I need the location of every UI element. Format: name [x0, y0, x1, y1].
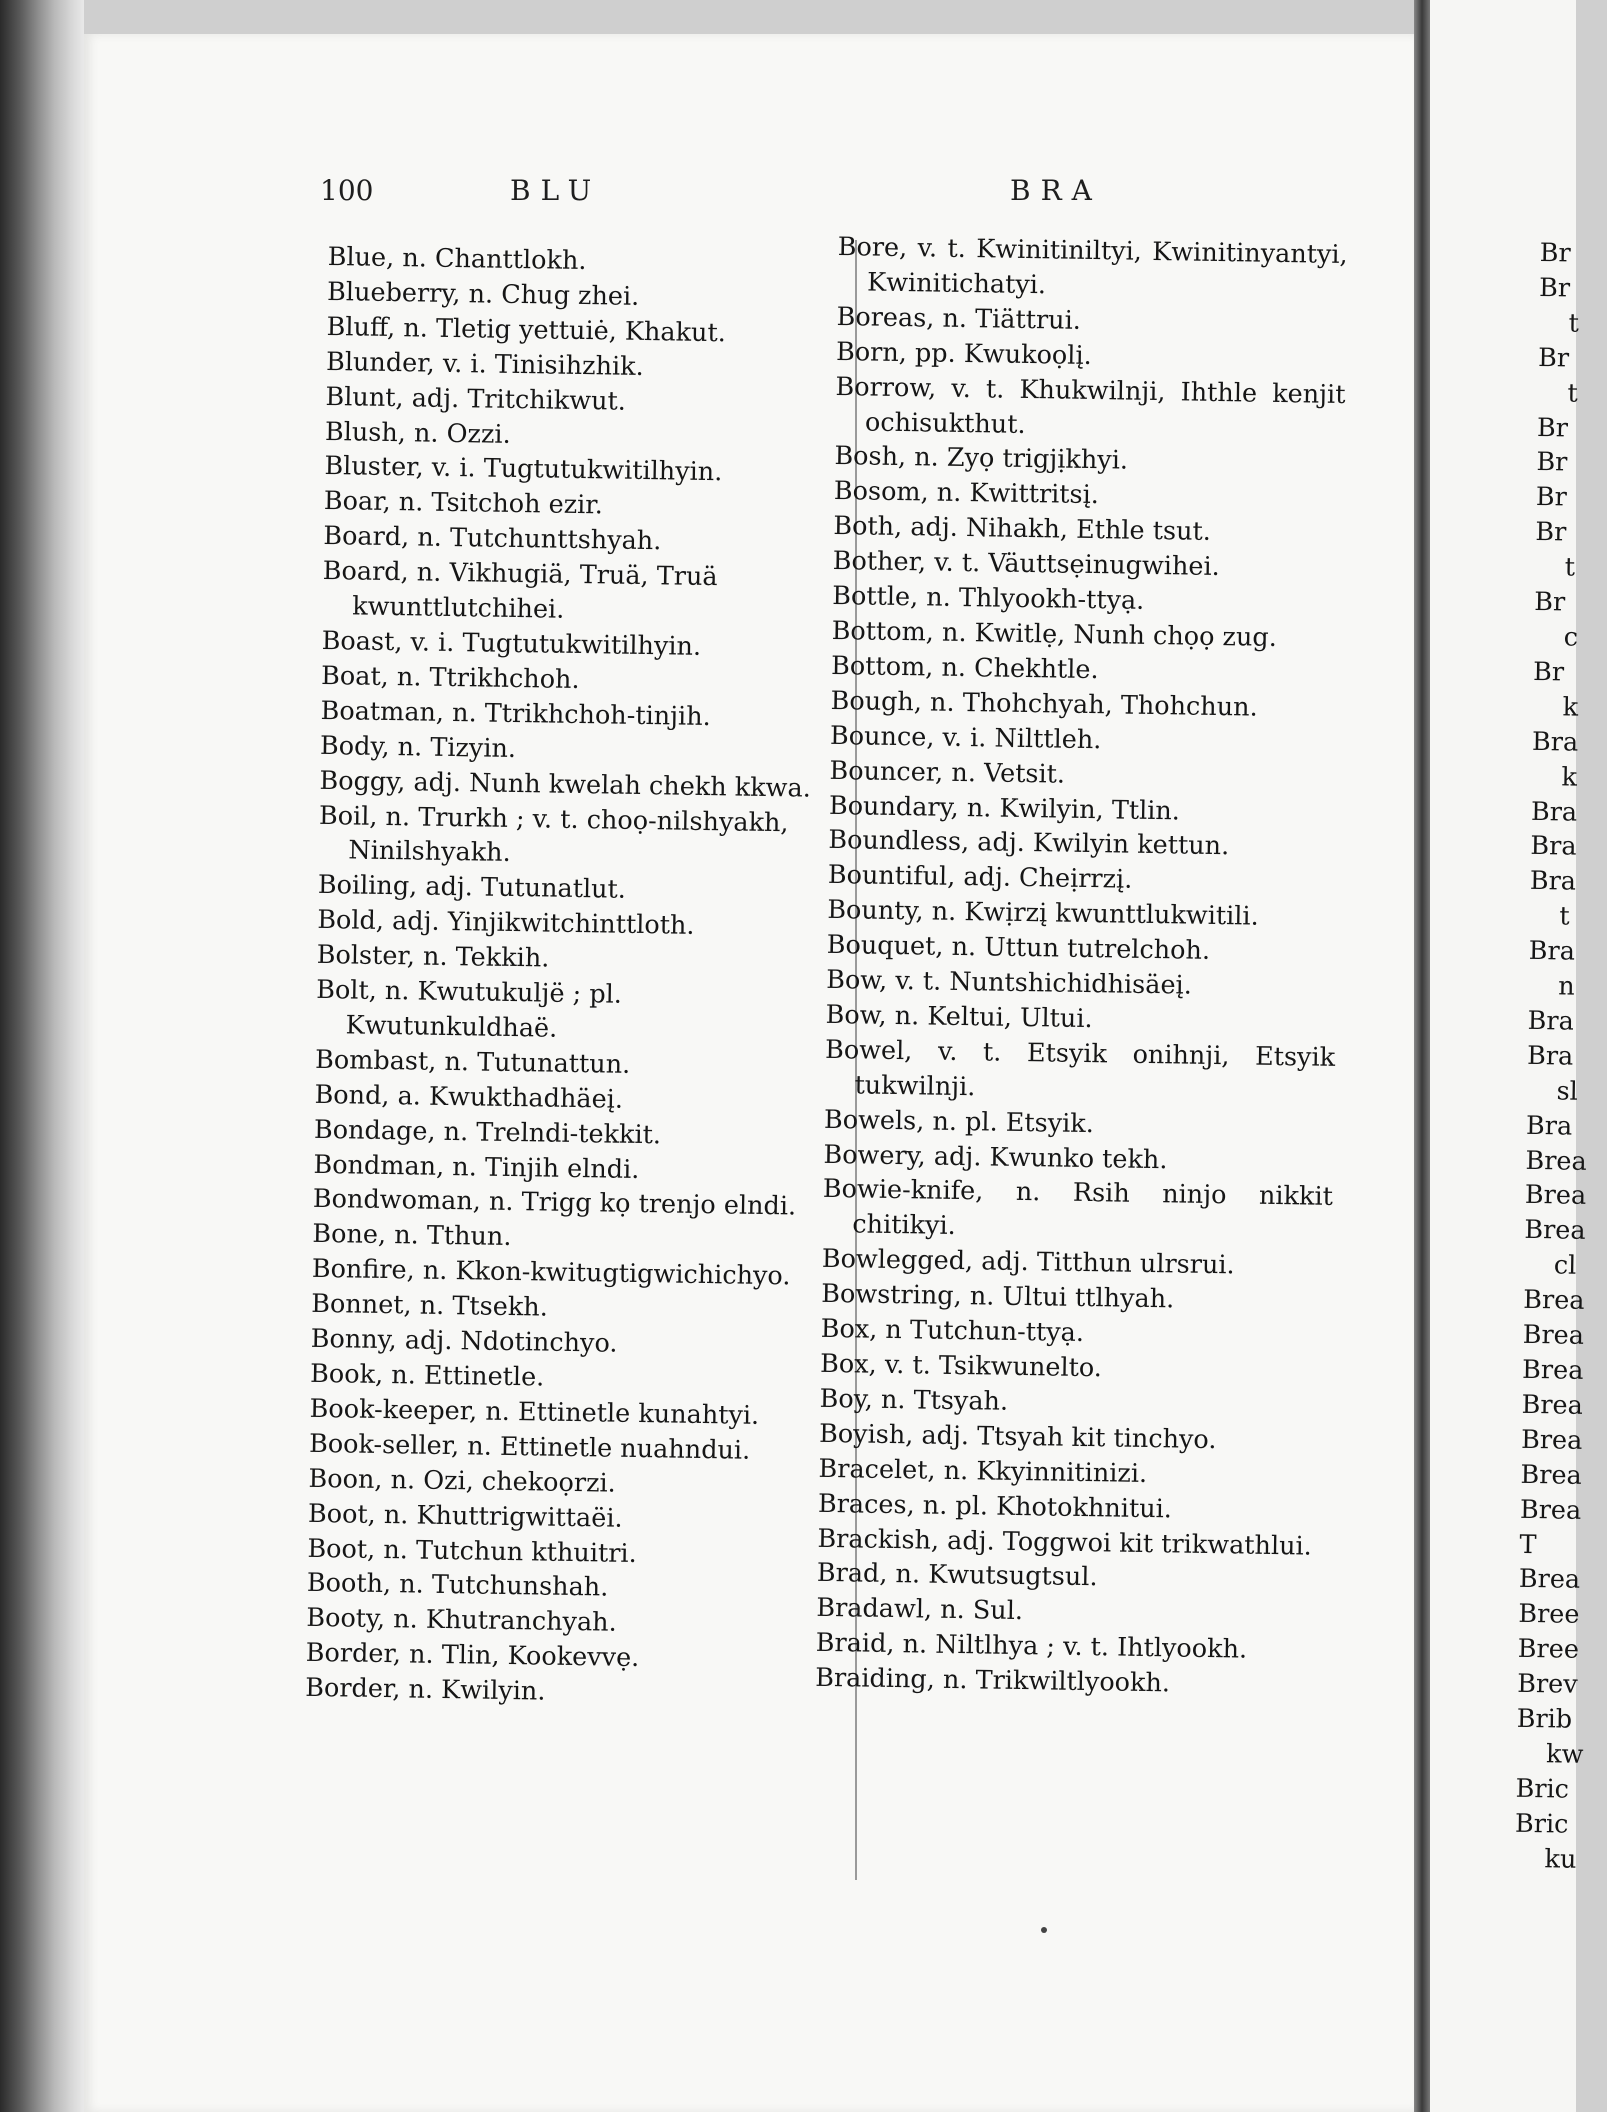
next-page-fragment: Bra — [1525, 1110, 1573, 1142]
dictionary-entry: Brad, n. Kwutsugtsul. — [816, 1558, 1098, 1593]
dictionary-entry: Bolster, n. Tekkih. — [316, 940, 550, 974]
next-page-fragment: Bric — [1514, 1808, 1569, 1840]
dictionary-entry: Bountiful, adj. Cheịrrzį. — [827, 860, 1133, 896]
ink-speck — [1041, 1927, 1047, 1933]
next-page-fragment: Brea — [1520, 1424, 1583, 1456]
dictionary-entry: Booty, n. Khutranchyah. — [306, 1603, 617, 1639]
next-page-fragment: Brea — [1520, 1459, 1583, 1491]
dictionary-entry: Bouncer, n. Vetsit. — [829, 755, 1066, 790]
dictionary-entry: Bold, adj. Yinjikwitchinttloth. — [317, 905, 695, 942]
dictionary-entry: Board, n. Vikhugiä, Truä, Truä kwunttlutchihei. — [322, 556, 718, 625]
dictionary-entry: Bondwoman, n. Trigg kọ trenjo elndi. — [312, 1184, 797, 1222]
dictionary-entry: Blueberry, n. Chug zhei. — [326, 276, 640, 312]
next-page-fragment: k — [1561, 762, 1578, 793]
dictionary-entry: Bottom, n. Chekhtle. — [830, 650, 1099, 686]
dictionary-entry: Boat, n. Ttrikhchoh. — [320, 660, 580, 695]
dictionary-entry: Boatman, n. Ttrikhchoh-tinjih. — [320, 695, 711, 732]
dictionary-entry: Bowery, adj. Kwunko tekh. — [823, 1139, 1168, 1175]
dictionary-entry: Bracelet, n. Kkyinnitinizi. — [818, 1453, 1148, 1489]
next-page-fragment: Br — [1536, 447, 1568, 478]
dictionary-entry: Border, n. Tlin, Kookevvẹ. — [305, 1638, 640, 1674]
next-page-fragment: t — [1564, 552, 1576, 583]
dictionary-entry: Boar, n. Tsitchoh ezir. — [323, 486, 604, 521]
dictionary-entry: Bowel, v. t. Etsyik onihnji, Etsyik tukwilnji. — [824, 1034, 1336, 1103]
dictionary-entry: Book-keeper, n. Ettinetle kunahtyi. — [309, 1393, 760, 1431]
dictionary-entry: Blush, n. Ozzi. — [324, 416, 511, 450]
dictionary-entry: Bosom, n. Kwittritsį. — [833, 476, 1100, 511]
page-number: 100 — [320, 174, 374, 207]
dictionary-entry: Boreas, n. Tiättrui. — [836, 301, 1082, 336]
dictionary-entry: Bombast, n. Tutunattun. — [314, 1044, 631, 1080]
dictionary-entry: Bottom, n. Kwitlẹ, Nunh chọọ zug. — [831, 615, 1278, 653]
next-page-fragment: t — [1568, 308, 1580, 339]
running-head-right: BRA — [1010, 174, 1102, 207]
next-page-fragment: n — [1557, 971, 1575, 1002]
next-page-fragment: kw — [1545, 1739, 1584, 1770]
dictionary-entry: Bowels, n. pl. Etsyik. — [823, 1104, 1095, 1139]
next-page-fragment: Bra — [1530, 831, 1577, 863]
dictionary-entry: Bonny, adj. Ndotinchyo. — [310, 1323, 618, 1359]
next-page-fragment: ku — [1544, 1843, 1577, 1875]
dictionary-entry: Bottle, n. Thlyookh-ttyạ. — [832, 581, 1145, 616]
next-page-fragment: Br — [1535, 482, 1568, 513]
dictionary-entry: Box, n Tutchun-ttyạ. — [820, 1313, 1085, 1349]
next-page-fragment: Br — [1539, 237, 1571, 269]
dictionary-entry: Braiding, n. Trikwiltlyookh. — [815, 1662, 1171, 1699]
next-page-fragment: t — [1559, 901, 1570, 932]
next-page-fragment: Brea — [1522, 1319, 1585, 1351]
dictionary-entry: Box, v. t. Tsikwunelto. — [819, 1348, 1103, 1384]
next-page-fragment: Bra — [1529, 866, 1577, 897]
dictionary-entry: Braid, n. Niltlhya ; v. t. Ihtlyookh. — [815, 1628, 1248, 1665]
dictionary-entry: Bradawl, n. Sul. — [816, 1593, 1024, 1627]
dictionary-entry: Bowie-knife, n. Rsih ninjo nikkit chitikyi. — [822, 1174, 1334, 1242]
dictionary-entry: Boon, n. Ozi, chekoọrzi. — [308, 1463, 617, 1499]
dictionary-entry: Bow, n. Keltui, Ultui. — [825, 999, 1093, 1035]
dictionary-entry: Bore, v. t. Kwinitiniltyi, Kwinitinyantyi, Kwinitichatyi. — [837, 231, 1348, 301]
next-page-fragment: Bra — [1530, 796, 1578, 828]
dictionary-entry: Bolt, n. Kwutukuljë ; pl. Kwutunkuldhaë. — [315, 974, 623, 1044]
next-page-fragment: Brib — [1516, 1703, 1573, 1735]
next-page-fragment: Brea — [1519, 1494, 1582, 1526]
next-page-fragment: Br — [1532, 656, 1565, 688]
dictionary-entry: Body, n. Tizyin. — [319, 730, 517, 764]
dictionary-entry: Bow, v. t. Nuntshichidhisäeį. — [825, 964, 1193, 1001]
dictionary-entry: Booth, n. Tutchunshah. — [306, 1568, 609, 1604]
next-page-fragment: sl — [1556, 1076, 1579, 1107]
next-page-fragment: Brea — [1524, 1180, 1587, 1212]
dictionary-entry: Boggy, adj. Nunh kwelah chekh kkwa. — [319, 765, 812, 804]
dictionary-entry: Blunder, v. i. Tinisihzhik. — [325, 346, 644, 382]
dictionary-entry: Bowstring, n. Ultui ttlhyah. — [821, 1279, 1175, 1315]
dictionary-entry: Boyish, adj. Ttsyah kit tinchyo. — [818, 1418, 1217, 1455]
next-page-fragment: Br — [1535, 517, 1567, 548]
next-page-fragment: Brea — [1521, 1389, 1584, 1421]
next-page-fragment: Bree — [1518, 1599, 1580, 1631]
next-page-fragment: T — [1519, 1529, 1537, 1560]
dictionary-entry: Bounce, v. i. Nilttleh. — [829, 720, 1102, 755]
dictionary-entry: Bone, n. Tthun. — [312, 1219, 512, 1253]
dictionary-entry: Borrow, v. t. Khukwilnji, Ihthle kenjit ochisukthut. — [835, 371, 1346, 440]
next-page-fragment: Br — [1538, 272, 1571, 304]
dictionary-entry: Boil, n. Trurkh ; v. t. choọ-nilshyakh, Ninilshyakh. — [318, 800, 789, 869]
dictionary-entry: Bosh, n. Zyọ trigjịkhyi. — [834, 441, 1129, 477]
left-column-entries — [305, 240, 828, 1714]
dictionary-entry: Bounty, n. Kwịrzį kwunttlukwitili. — [827, 895, 1259, 932]
book-gutter — [1414, 0, 1430, 2112]
dictionary-entry: Both, adj. Nihakh, Ethle tsut. — [833, 511, 1212, 548]
next-page-fragment: Br — [1537, 342, 1570, 374]
next-page-fragment: Brea — [1518, 1564, 1581, 1596]
dictionary-entry: Bough, n. Thohchyah, Thohchun. — [830, 685, 1258, 723]
dictionary-entry: Bonfire, n. Kkon-kwitugtigwichichyo. — [311, 1254, 791, 1292]
next-page-fragment: Brea — [1524, 1215, 1586, 1247]
dictionary-entry: Book, n. Ettinetle. — [309, 1358, 545, 1393]
dictionary-entry: Bluff, n. Tletig yettuiė, Khakut. — [326, 311, 727, 349]
dictionary-entry: Boundless, adj. Kwilyin kettun. — [828, 825, 1230, 862]
next-page-fragment: Bra — [1531, 726, 1579, 758]
dictionary-entry: Blunt, adj. Tritchikwut. — [325, 381, 627, 417]
next-page-fragment: Br — [1534, 587, 1566, 618]
dictionary-entry: Bouquet, n. Uttun tutrelchoh. — [826, 930, 1211, 967]
next-page-fragment: t — [1567, 378, 1579, 409]
dictionary-entry: Boundary, n. Kwilyin, Ttlin. — [828, 790, 1181, 826]
next-page-fragment: Brea — [1523, 1285, 1585, 1317]
dictionary-entry: Bowlegged, adj. Titthun ulrsrui. — [821, 1244, 1235, 1281]
next-page-fragment: Brea — [1521, 1354, 1584, 1386]
right-column-entries — [815, 230, 1348, 1704]
dictionary-entry: Bondman, n. Tinjih elndi. — [313, 1149, 640, 1185]
dictionary-entry: Born, pp. Kwukoọlį. — [835, 336, 1092, 371]
dictionary-entry: Bondage, n. Trelndi-tekkit. — [313, 1114, 662, 1150]
next-page-fragment: cl — [1553, 1250, 1577, 1281]
dictionary-entry: Bonnet, n. Ttsekh. — [311, 1289, 549, 1323]
dictionary-entry: Book-seller, n. Ettinetle nuahndui. — [308, 1428, 751, 1466]
dictionary-entry: Bluster, v. i. Tugtutukwitilhyin. — [324, 451, 723, 488]
next-page-fragment: Bra — [1527, 1005, 1575, 1037]
dictionary-entry: Boast, v. i. Tugtutukwitilhyin. — [321, 625, 702, 662]
dictionary-entry: Boy, n. Ttsyah. — [819, 1383, 1009, 1417]
next-page-fragment: Bric — [1515, 1773, 1570, 1805]
next-page-fragment: c — [1563, 622, 1579, 653]
dictionary-entry: Bond, a. Kwukthadhäeį. — [314, 1079, 624, 1115]
book-spine-shadow — [0, 0, 84, 2112]
running-head-left: BLU — [510, 174, 602, 207]
next-page-fragment: Bree — [1517, 1634, 1580, 1666]
dictionary-entry: Blue, n. Chanttlokh. — [327, 241, 587, 277]
next-page-fragment: Brev — [1517, 1668, 1578, 1700]
dictionary-entry: Braces, n. pl. Khotokhnitui. — [817, 1488, 1173, 1525]
dictionary-entry: Brackish, adj. Toggwoi kit trikwathlui. — [817, 1523, 1313, 1562]
dictionary-entry: Boiling, adj. Tutunatlut. — [317, 870, 627, 906]
dictionary-entry: Boot, n. Tutchun kthuitri. — [307, 1533, 637, 1569]
next-page-fragment: Brea — [1525, 1145, 1587, 1177]
dictionary-entry: Boot, n. Khuttrigwittaëi. — [307, 1498, 623, 1534]
dictionary-entry: Board, n. Tutchunttshyah. — [323, 521, 662, 557]
next-page-fragment: Bra — [1526, 1040, 1574, 1072]
next-page-fragment: Bra — [1528, 936, 1576, 967]
next-page-fragment: k — [1562, 692, 1579, 723]
dictionary-entry: Border, n. Kwilyin. — [305, 1672, 546, 1707]
next-page-fragment: Br — [1536, 412, 1569, 443]
dictionary-entry: Bother, v. t. Väuttsẹinugwihei. — [832, 546, 1220, 583]
